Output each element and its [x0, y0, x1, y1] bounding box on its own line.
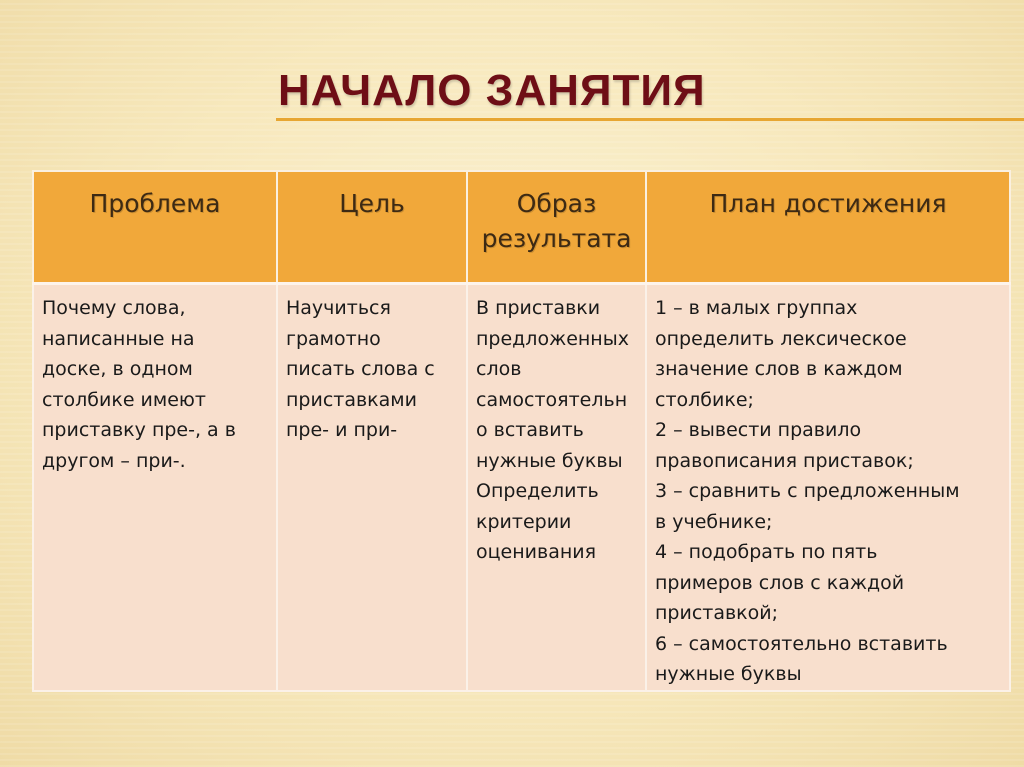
header-line: Проблема	[89, 189, 221, 218]
cell-line: написанные на	[42, 327, 195, 350]
cell-line: о вставить	[476, 419, 584, 441]
cell-line: приставкой;	[655, 602, 779, 624]
header-result-image	[467, 171, 646, 284]
cell-line: приставку пре-, а в	[42, 419, 236, 441]
header-goal	[277, 171, 467, 284]
cell-line: 1 – в малых группах	[655, 297, 858, 319]
cell-line: Определить	[476, 480, 599, 502]
cell-line: 4 – подобрать по пять	[655, 541, 878, 563]
header-line: результата	[481, 224, 632, 253]
cell-line: пре- и при-	[286, 419, 398, 441]
cell-line: писать слова с	[286, 358, 435, 380]
header-plan	[646, 171, 1010, 284]
cell-line: предложенных	[476, 327, 629, 350]
cell-line: значение слов в каждом	[655, 358, 903, 380]
cell-line: 2 – вывести правило	[655, 419, 862, 441]
cell-goal	[277, 284, 467, 691]
cell-line: слов	[476, 358, 522, 380]
table-row	[33, 284, 1010, 691]
header-problem	[33, 171, 277, 284]
cell-line: оценивания	[476, 541, 597, 563]
lesson-plan-table	[32, 170, 1011, 692]
cell-line: приставками	[286, 388, 417, 411]
header-line: Цель	[339, 189, 405, 218]
cell-line: другом – при-.	[42, 449, 186, 472]
cell-line: правописания приставок;	[655, 449, 914, 472]
cell-line: столбике;	[655, 388, 754, 411]
table-header-row	[33, 171, 1010, 284]
slide-title: НАЧАЛО ЗАНЯТИЯ	[278, 66, 706, 115]
header-line: Образ	[516, 189, 597, 218]
cell-line: Научиться	[286, 297, 391, 319]
cell-line: примеров слов с каждой	[655, 571, 905, 594]
cell-line: нужные буквы	[655, 663, 802, 685]
title-underline	[276, 118, 1024, 121]
header-line: План достижения	[709, 189, 947, 218]
cell-line: столбике имеют	[42, 388, 206, 411]
cell-problem	[33, 284, 277, 691]
cell-plan	[646, 284, 1010, 691]
cell-result-image	[467, 284, 646, 691]
cell-line: самостоятельн	[476, 388, 628, 411]
cell-line: В приставки	[476, 297, 601, 319]
cell-line: нужные буквы	[476, 449, 623, 472]
cell-line: критерии	[476, 510, 572, 533]
cell-line: определить лексическое	[655, 327, 907, 350]
cell-line: грамотно	[286, 327, 381, 350]
cell-line: 3 – сравнить с предложенным	[655, 480, 960, 502]
cell-line: в учебнике;	[655, 510, 773, 533]
cell-line: доске, в одном	[42, 358, 193, 380]
cell-line: 6 – самостоятельно вставить	[655, 632, 948, 655]
cell-line: Почему слова,	[42, 297, 186, 319]
